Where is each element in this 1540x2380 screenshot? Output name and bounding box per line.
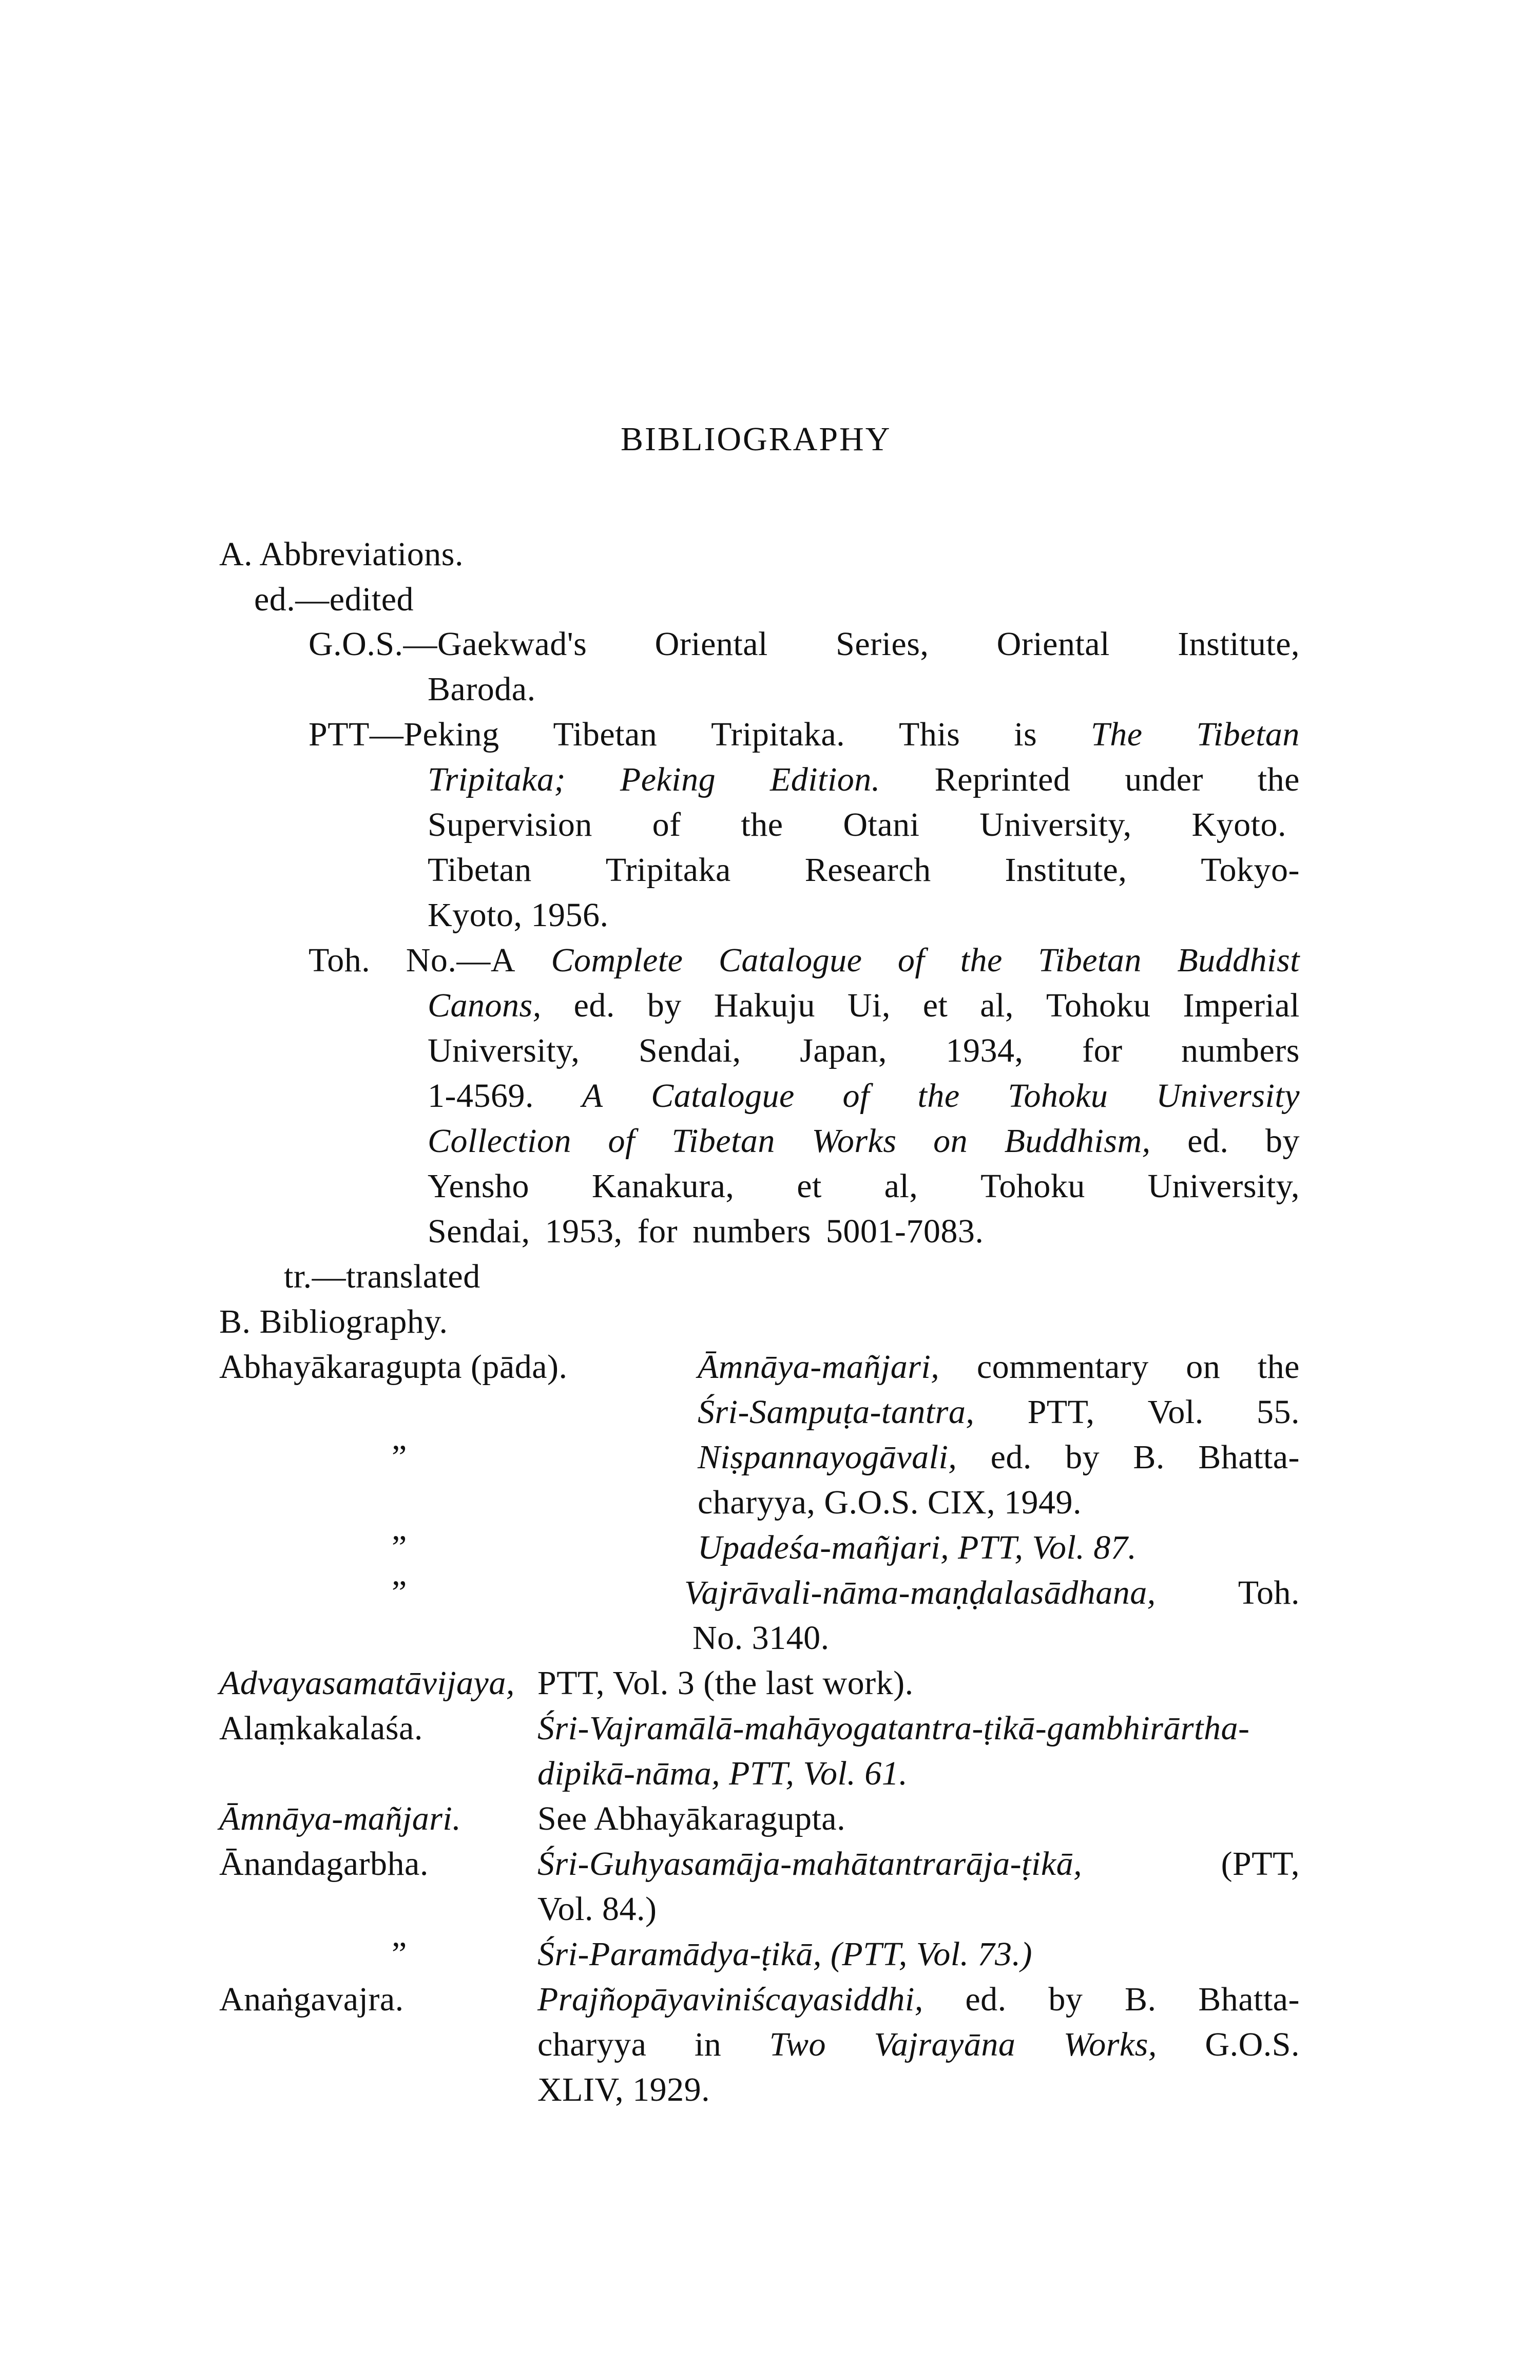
entry-author-advayasamatavijaya: Advayasamatāvijaya, <box>219 1664 515 1702</box>
abbrev-toh-line: 1-4569. A Catalogue of the Tohoku University <box>428 1077 1300 1115</box>
abbrev-toh-line: Collection of Tibetan Works on Buddhism, ed. by <box>428 1122 1300 1160</box>
section-a-heading: A. Abbreviations. <box>219 535 464 573</box>
ditto-mark: ” <box>392 1574 407 1611</box>
abbrev-ed: ed.—edited <box>254 581 414 618</box>
entry-text-line: Śri-Paramādya-ṭikā, (PTT, Vol. 73.) <box>537 1935 1033 1973</box>
entry-text-line: Vajrāvali-nāma-maṇḍalasādhana, Toh. <box>684 1574 1300 1611</box>
abbrev-toh-line: Canons, ed. by Hakuju Ui, et al, Tohoku Imperial <box>428 987 1300 1024</box>
entry-text-line: charyya, G.O.S. CIX, 1949. <box>698 1484 1082 1521</box>
entry-text-line: No. 3140. <box>692 1619 830 1657</box>
entry-author-alamkakalasa: Alaṃkakalaśa. <box>219 1710 423 1747</box>
abbrev-ptt-line: PTT—Peking Tibetan Tripitaka. This is The Tibetan <box>309 716 1300 753</box>
abbrev-ptt-line: Tibetan Tripitaka Research Institute, Tokyo- <box>428 851 1300 889</box>
abbrev-toh-line: University, Sendai, Japan, 1934, for numbers <box>428 1032 1300 1069</box>
abbrev-gos-line: G.O.S.—Gaekwad's Oriental Series, Oriental Institute, <box>309 625 1300 663</box>
section-b-heading: B. Bibliography. <box>219 1303 448 1340</box>
entry-author-anandagarbha: Ānandagarbha. <box>219 1845 429 1883</box>
entry-text-line: Prajñopāyaviniścayasiddhi, ed. by B. Bhatta- <box>537 1981 1300 2018</box>
abbrev-gos-line: Baroda. <box>428 670 536 708</box>
entry-text-line: dipikā-nāma, PTT, Vol. 61. <box>537 1755 908 1792</box>
abbrev-ptt-line: Supervision of the Otani University, Kyoto. <box>428 806 1286 843</box>
entry-text-line: Āmnāya-mañjari, commentary on the <box>698 1348 1300 1386</box>
entry-text-line: PTT, Vol. 3 (the last work). <box>537 1664 914 1702</box>
abbrev-ptt-line: Kyoto, 1956. <box>428 896 609 934</box>
abbrev-toh-line: Yensho Kanakura, et al, Tohoku University, <box>428 1167 1300 1205</box>
entry-text-line: Śri-Vajramālā-mahāyogatantra-ṭikā-gambhirārtha- <box>537 1710 1250 1747</box>
abbrev-toh-line: Toh. No.—A Complete Catalogue of the Tibetan Buddhist <box>309 942 1300 979</box>
entry-author-anangavajra: Anaṅgavajra. <box>219 1981 404 2018</box>
abbrev-ptt-line: Tripitaka; Peking Edition. Reprinted under the <box>428 761 1300 798</box>
entry-text-line: Śri-Guhyasamāja-mahātantrarāja-ṭikā, (PTT, <box>537 1845 1300 1883</box>
ditto-mark: ” <box>392 1529 407 1566</box>
page-title: BIBLIOGRAPHY <box>621 420 892 458</box>
entry-text-line: charyya in Two Vajrayāna Works, G.O.S. <box>537 2026 1300 2063</box>
entry-author-abhayakaragupta: Abhayākaragupta (pāda). <box>219 1348 568 1386</box>
entry-text-line: Upadeśa-mañjari, PTT, Vol. 87. <box>698 1529 1137 1566</box>
abbrev-tr: tr.—translated <box>284 1258 480 1295</box>
ditto-mark: ” <box>392 1438 407 1476</box>
abbrev-toh-line: Sendai, 1953, for numbers 5001-7083. <box>428 1213 984 1250</box>
entry-author-amnaya-manjari: Āmnāya-mañjari. <box>219 1800 461 1837</box>
entry-text-line: Śri-Sampuṭa-tantra, PTT, Vol. 55. <box>698 1393 1300 1431</box>
ditto-mark: ” <box>392 1935 407 1973</box>
entry-text-line: Niṣpannayogāvali, ed. by B. Bhatta- <box>698 1438 1300 1476</box>
entry-text-line: See Abhayākaragupta. <box>537 1800 846 1837</box>
entry-text-line: Vol. 84.) <box>537 1890 657 1928</box>
entry-text-line: XLIV, 1929. <box>537 2071 710 2108</box>
